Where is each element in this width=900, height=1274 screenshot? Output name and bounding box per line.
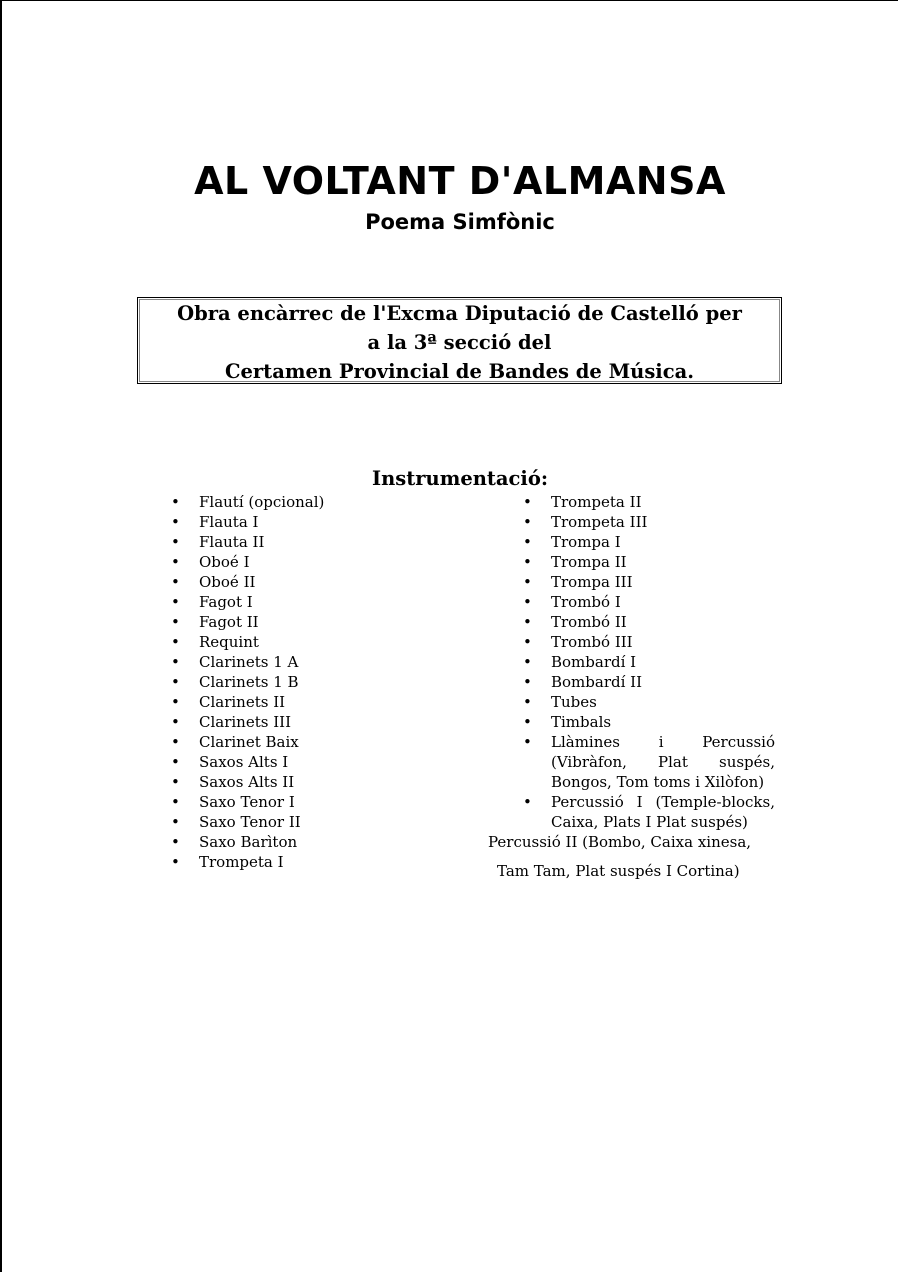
list-item: • Clarinets 1 B xyxy=(171,672,324,692)
list-item: • Timbals xyxy=(523,712,775,732)
list-item: • Flauta II xyxy=(171,532,324,552)
commission-line-3: Certamen Provincial de Bandes de Música. xyxy=(224,360,695,383)
list-item: • Trombó II xyxy=(523,612,775,632)
instrument-list-right xyxy=(523,492,775,832)
list-item: • Trombó III xyxy=(523,632,775,652)
list-item: • Trompa II xyxy=(523,552,775,572)
list-item: • Saxos Alts I xyxy=(171,752,324,772)
instrument-list-left xyxy=(171,492,324,872)
list-item: • Clarinets III xyxy=(171,712,324,732)
list-item: • Trompeta II xyxy=(523,492,775,512)
list-item-percussio-1: • Percussió I (Temple-blocks, Caixa, Plats I Plat suspés) xyxy=(523,792,775,832)
list-item: • Bombardí I xyxy=(523,652,775,672)
list-item: • Trompa III xyxy=(523,572,775,592)
list-item: • Trompa I xyxy=(523,532,775,552)
list-item: • Fagot II xyxy=(171,612,324,632)
list-item: • Requint xyxy=(171,632,324,652)
list-item: • Bombardí II xyxy=(523,672,775,692)
list-item: • Tubes xyxy=(523,692,775,712)
list-item: • Trompeta I xyxy=(171,852,324,872)
percussio-2-line-1: Percussió II (Bombo, Caixa xinesa, xyxy=(488,833,752,851)
list-item: • Saxos Alts II xyxy=(171,772,324,792)
percussio-2-line-2: Tam Tam, Plat suspés I Cortina) xyxy=(497,862,740,880)
page-title: AL VOLTANT D'ALMANSA xyxy=(194,159,726,203)
list-item: • Clarinets II xyxy=(171,692,324,712)
instrumentation-heading: Instrumentació: xyxy=(371,467,549,490)
commission-box xyxy=(137,297,782,384)
list-item: • Saxo Barìton xyxy=(171,832,324,852)
list-item: • Fagot I xyxy=(171,592,324,612)
list-item: • Clarinet Baix xyxy=(171,732,324,752)
list-item: • Oboé I xyxy=(171,552,324,572)
list-item: • Clarinets 1 A xyxy=(171,652,324,672)
commission-line-2: a la 3ª secció del xyxy=(367,331,552,354)
list-item: • Trombó I xyxy=(523,592,775,612)
list-item: • Flautí (opcional) xyxy=(171,492,324,512)
list-item: • Trompeta III xyxy=(523,512,775,532)
page-subtitle: Poema Simfònic xyxy=(365,210,555,234)
list-item-laminas: • Llàmines i Percussió (Vibràfon, Plat suspés, Bongos, Tom toms i Xilòfon) xyxy=(523,732,775,792)
list-item: • Saxo Tenor II xyxy=(171,812,324,832)
list-item: • Flauta I xyxy=(171,512,324,532)
list-item: • Oboé II xyxy=(171,572,324,592)
list-item: • Saxo Tenor I xyxy=(171,792,324,812)
commission-line-1: Obra encàrrec de l'Excma Diputació de Castelló per xyxy=(177,302,742,325)
